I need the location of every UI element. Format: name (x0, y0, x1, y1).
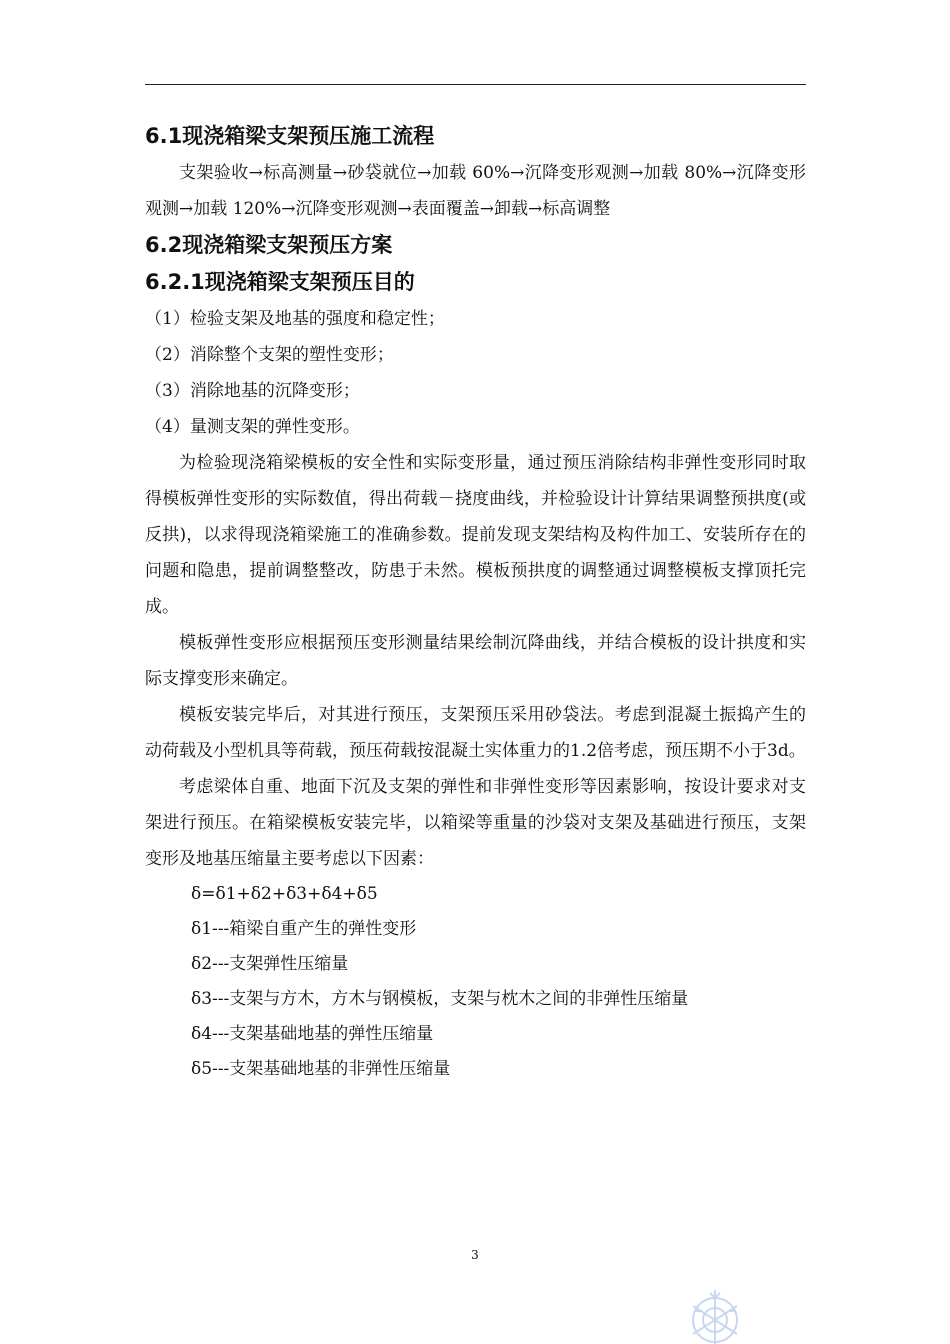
purpose-item: （3）消除地基的沉降变形； (145, 381, 360, 401)
document-body (145, 118, 806, 1087)
body-paragraph: 模板弹性变形应根据预压变形测量结果绘制沉降曲线，并结合模板的设计拱度和实际支撑变形来确定。 (145, 633, 806, 689)
purpose-item: （4）量测支架的弹性变形。 (145, 417, 360, 437)
factor-item: δ4---支架基础地基的弹性压缩量 (191, 1024, 434, 1044)
purpose-item: （2）消除整个支架的塑性变形； (145, 345, 394, 365)
header-rule (145, 84, 806, 85)
factor-item: δ3---支架与方木，方木与钢模板，支架与枕木之间的非弹性压缩量 (191, 989, 689, 1009)
purpose-list (145, 301, 806, 445)
section-heading-6-2: 6.2现浇箱梁支架预压方案 (145, 233, 393, 257)
factor-item: δ5---支架基础地基的非弹性压缩量 (191, 1059, 451, 1079)
construction-flow-text: 支架验收→标高测量→砂袋就位→加载 60%→沉降变形观测→加载 80%→沉降变形观测→加载 120%→沉降变形观测→表面覆盖→卸载→标高调整 (145, 163, 806, 219)
body-paragraph: 为检验现浇箱梁模板的安全性和实际变形量，通过预压消除结构非弹性变形同时取得模板弹性变形的实际数值，得出荷载－挠度曲线，并检验设计计算结果调整预拱度(或反拱)，以求得现浇箱梁施工的准确参数。提前发现支架结构及构件加工、安装所存在的问题和隐患，提前调整整改，防患于未然。模板预拱度的调整通过调整模板支撑顶托完成。 (145, 453, 806, 617)
factor-item: δ2---支架弹性压缩量 (191, 954, 349, 974)
purpose-item: （1）检验支架及地基的强度和稳定性； (145, 309, 445, 329)
body-paragraph: 考虑梁体自重、地面下沉及支架的弹性和非弹性变形等因素影响，按设计要求对支架进行预压。在箱梁模板安装完毕，以箱梁等重量的沙袋对支架及基础进行预压，支架变形及地基压缩量主要考虑以下因素： (145, 777, 806, 869)
deformation-formula: δ=δ1+δ2+δ3+δ4+δ5 (191, 884, 378, 904)
snowflake-watermark-icon (680, 1280, 750, 1344)
section-heading-6-2-1: 6.2.1现浇箱梁支架预压目的 (145, 270, 415, 294)
section-heading-6-1: 6.1现浇箱梁支架预压施工流程 (145, 124, 435, 148)
factor-list (145, 912, 806, 1087)
body-paragraph: 模板安装完毕后，对其进行预压，支架预压采用砂袋法。考虑到混凝土振捣产生的动荷载及小型机具等荷载，预压荷载按混凝土实体重力的1.2倍考虑，预压期不小于3d。 (145, 705, 806, 761)
factor-item: δ1---箱梁自重产生的弹性变形 (191, 919, 417, 939)
page-number: 3 (471, 1248, 479, 1262)
